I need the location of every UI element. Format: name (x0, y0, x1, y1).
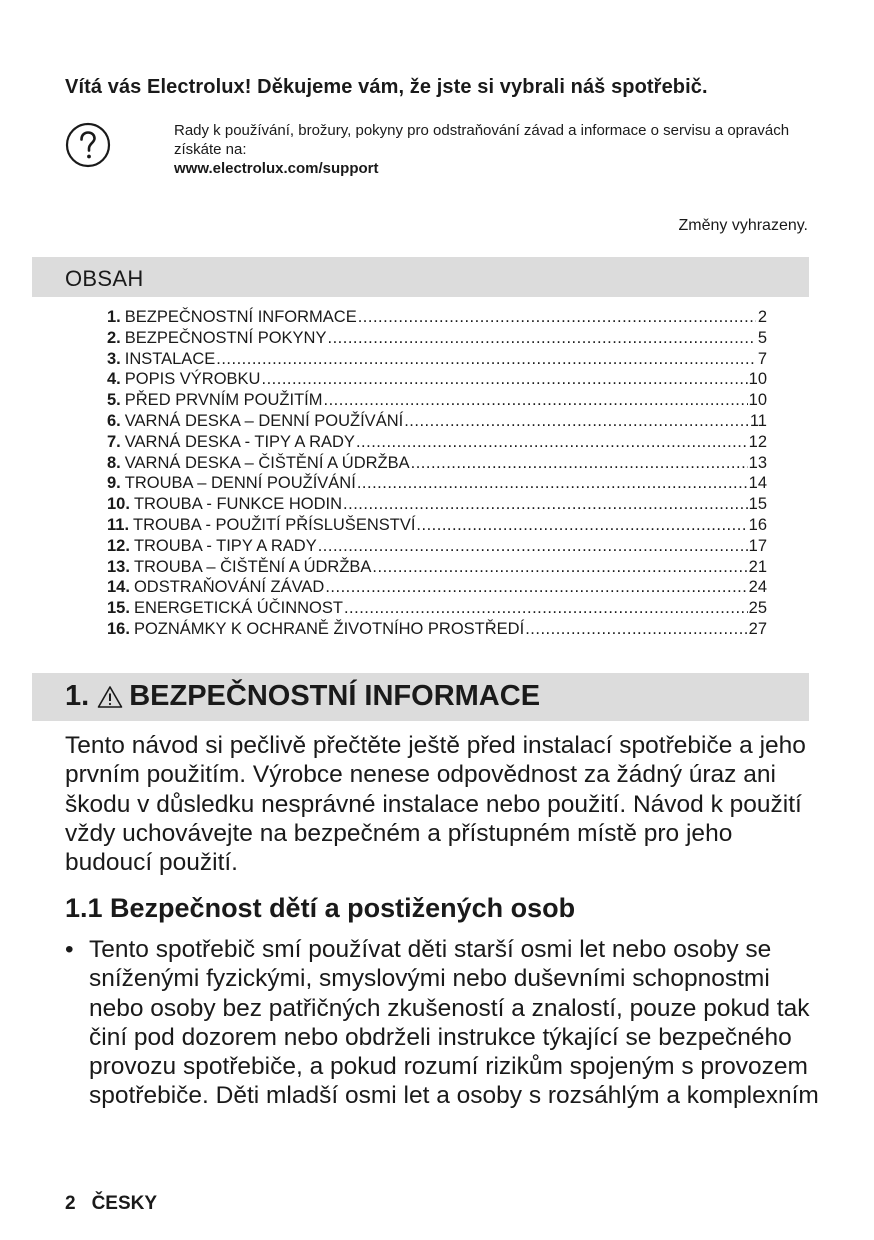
toc-item[interactable] (107, 558, 767, 579)
toc-item-title: TROUBA – DENNÍ POUŽÍVÁNÍ (124, 474, 356, 493)
toc-leader-dots (411, 454, 748, 473)
toc-item[interactable] (107, 474, 767, 495)
toc-item-number: 1. (107, 308, 121, 326)
bullet-item (65, 935, 835, 1111)
toc-leader-dots (525, 620, 747, 639)
toc-leader-dots (344, 599, 748, 618)
toc-leader-dots (261, 370, 747, 389)
intro-paragraph: Tento návod si pečlivě přečtěte ještě před instalací spotřebiče a jeho prvním použitím. Výrobce nenese odpovědnost za žádný úraz ani škodu v důsledku nesprávné instalace nebo použití. Návod k použití vždy uchovávejte na bezpečném a přístupném místě pro jeho budoucí použití. (65, 732, 806, 877)
toc-item-page: 25 (748, 599, 767, 618)
toc-item-title: VARNÁ DESKA - TIPY A RADY (124, 432, 355, 451)
toc-item[interactable] (107, 433, 767, 454)
toc-item-title: TROUBA - POUŽITÍ PŘÍSLUŠENSTVÍ (133, 515, 416, 534)
toc-item[interactable] (107, 329, 767, 350)
toc-item-title: ODSTRAŇOVÁNÍ ZÁVAD (133, 578, 325, 597)
toc-item-page: 11 (749, 411, 767, 430)
toc-item-page: 12 (748, 432, 767, 451)
toc-leader-dots (358, 308, 756, 327)
subsection-title: 1.1 Bezpečnost dětí a postižených osob (65, 893, 576, 923)
page-footer (65, 1193, 157, 1215)
toc-item-number: 14. (107, 578, 130, 597)
toc-item-number: 12. (107, 536, 130, 555)
toc-item-page: 5 (757, 328, 767, 347)
toc-item-number: 4. (107, 370, 121, 389)
page-number: 2 (65, 1193, 76, 1214)
toc-item-number: 11. (107, 515, 130, 534)
toc-item-number: 16. (107, 619, 130, 638)
bullet-text: Tento spotřebič smí používat děti starší osmi let nebo osoby se sníženými fyzickými, smyslovými nebo duševními schopnostmi nebo osoby bez patřičných zkušeností a znalostí, pouze pokud tak činí pod dozorem nebo obdrželi instrukce týkající se bezpečného provozu spotřebiče, a pokud rozumí rizikům spojeným s provozem spotřebiče. Děti mladší osmi let a osoby s rozsáhlým a komplexním (89, 936, 819, 1110)
toc-item-number: 8. (107, 453, 121, 472)
toc-item-title: PŘED PRVNÍM POUŽITÍM (124, 391, 323, 410)
toc-item[interactable] (107, 308, 767, 329)
toc-item-title: POPIS VÝROBKU (124, 370, 261, 389)
toc-leader-dots (357, 474, 748, 493)
warning-triangle-icon (97, 685, 123, 709)
section-1-title (65, 680, 540, 713)
toc-item-page: 24 (748, 578, 767, 597)
support-info (174, 121, 814, 178)
toc-item[interactable] (107, 599, 767, 620)
toc-item-title: TROUBA – ČIŠTĚNÍ A ÚDRŽBA (133, 557, 372, 576)
toc-leader-dots (323, 391, 747, 410)
toc-item-title: BEZPEČNOSTNÍ POKYNY (124, 328, 327, 347)
toc-item-page: 17 (748, 536, 767, 555)
toc-leader-dots (216, 350, 756, 369)
table-of-contents (107, 308, 767, 641)
toc-item-number: 3. (107, 349, 121, 368)
toc-item[interactable] (107, 620, 767, 641)
toc-item-number: 13. (107, 557, 130, 576)
toc-item-page: 2 (757, 308, 767, 326)
toc-item[interactable] (107, 537, 767, 558)
toc-item-number: 6. (107, 411, 121, 430)
toc-item-title: INSTALACE (124, 349, 216, 368)
toc-item-page: 21 (748, 557, 767, 576)
toc-item[interactable] (107, 516, 767, 537)
toc-leader-dots (416, 516, 747, 535)
toc-item-title: POZNÁMKY K OCHRANĚ ŽIVOTNÍHO PROSTŘEDÍ (133, 619, 525, 638)
toc-leader-dots (325, 578, 747, 597)
section-title-text: BEZPEČNOSTNÍ INFORMACE (129, 680, 541, 712)
toc-item-number: 7. (107, 432, 121, 451)
toc-leader-dots (327, 329, 756, 348)
toc-item-title: TROUBA - TIPY A RADY (133, 536, 317, 555)
toc-item-page: 16 (748, 515, 767, 534)
toc-leader-dots (343, 495, 748, 514)
support-text: Rady k používání, brožury, pokyny pro odstraňování závad a informace o servisu a opravách získáte na: (174, 122, 790, 158)
toc-item[interactable] (107, 578, 767, 599)
toc-item-page: 15 (748, 495, 767, 514)
toc-item[interactable] (107, 454, 767, 475)
bullet-marker: • (65, 936, 74, 963)
toc-title: OBSAH (65, 266, 144, 291)
toc-item-title: BEZPEČNOSTNÍ INFORMACE (124, 308, 357, 326)
toc-item-page: 14 (748, 474, 767, 493)
toc-header-bar (32, 257, 809, 297)
toc-item[interactable] (107, 391, 767, 412)
welcome-heading: Vítá vás Electrolux! Děkujeme vám, že jste si vybrali náš spotřebič. (65, 76, 708, 98)
toc-leader-dots (372, 558, 747, 577)
toc-item-title: VARNÁ DESKA – DENNÍ POUŽÍVÁNÍ (124, 411, 404, 430)
toc-item-number: 9. (107, 474, 121, 493)
toc-item-title: ENERGETICKÁ ÚČINNOST (133, 599, 343, 618)
toc-item-title: TROUBA - FUNKCE HODIN (133, 495, 343, 514)
toc-item-title: VARNÁ DESKA – ČIŠTĚNÍ A ÚDRŽBA (124, 453, 410, 472)
toc-item[interactable] (107, 412, 767, 433)
changes-reserved-note: Změny vyhrazeny. (678, 217, 808, 234)
support-link[interactable]: www.electrolux.com/support (174, 160, 379, 177)
toc-item-page: 7 (757, 349, 767, 368)
toc-item-page: 10 (748, 370, 767, 389)
toc-item-page: 27 (748, 619, 767, 638)
toc-item[interactable] (107, 350, 767, 371)
section-number: 1. (65, 680, 90, 712)
toc-item[interactable] (107, 495, 767, 516)
toc-item-number: 2. (107, 328, 121, 347)
toc-item-page: 10 (748, 391, 767, 410)
toc-item-page: 13 (748, 453, 767, 472)
toc-item-number: 10. (107, 495, 130, 514)
toc-item[interactable] (107, 370, 767, 391)
language-label: ČESKY (91, 1193, 158, 1214)
toc-leader-dots (404, 412, 749, 431)
toc-item-number: 15. (107, 599, 130, 618)
question-circle-icon (65, 122, 111, 168)
toc-leader-dots (318, 537, 748, 556)
toc-item-number: 5. (107, 391, 121, 410)
toc-leader-dots (356, 433, 748, 452)
